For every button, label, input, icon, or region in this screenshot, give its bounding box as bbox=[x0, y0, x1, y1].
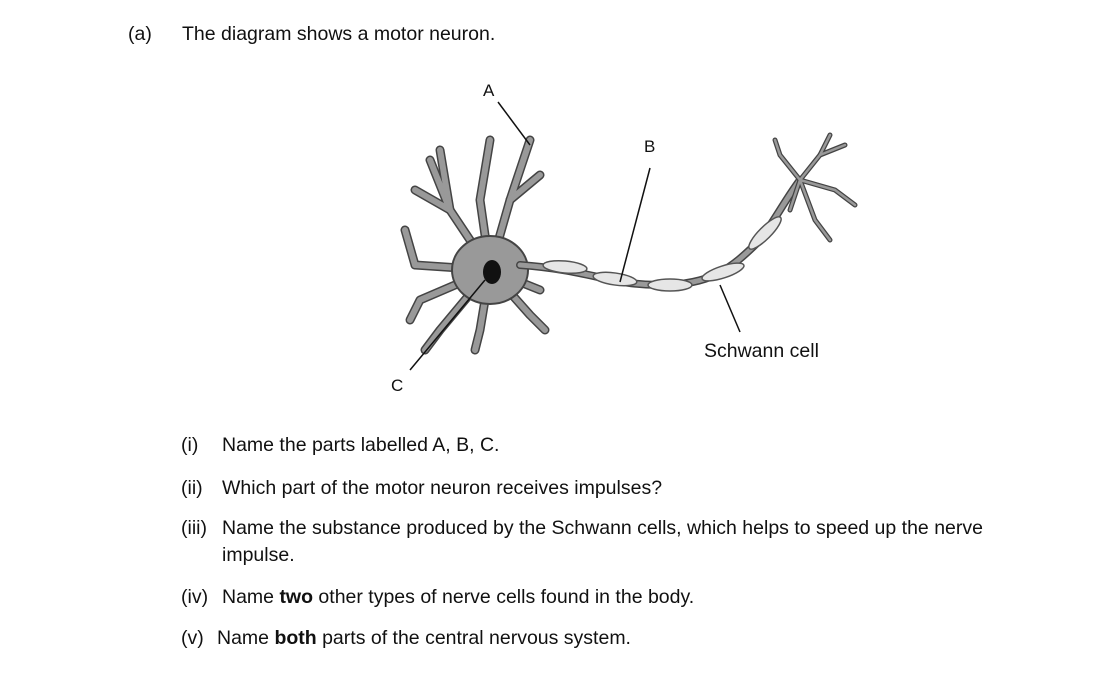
subq-iv-emphasis: two bbox=[279, 586, 314, 608]
subq-v-number: (v) bbox=[181, 627, 204, 649]
question-intro: The diagram shows a motor neuron. bbox=[182, 23, 496, 45]
subq-i-text: Name the parts labelled A, B, C. bbox=[222, 434, 500, 456]
subq-i-number: (i) bbox=[181, 434, 199, 456]
subq-iii-text-line2: impulse. bbox=[222, 544, 295, 566]
subq-ii-number: (ii) bbox=[181, 477, 203, 499]
label-a: A bbox=[483, 81, 495, 100]
subq-iii-text-line1: Name the substance produced by the Schwann cells, which helps to speed up the nerve bbox=[222, 517, 983, 539]
pointer-lines bbox=[410, 102, 740, 370]
subq-iii-number: (iii) bbox=[181, 517, 207, 539]
subq-v-text: Name both parts of the central nervous system. bbox=[217, 627, 631, 649]
schwann-cell-label: Schwann cell bbox=[704, 340, 819, 362]
part-label: (a) bbox=[128, 23, 152, 45]
axon-terminals bbox=[775, 135, 855, 240]
subq-ii-text: Which part of the motor neuron receives impulses? bbox=[222, 477, 663, 499]
subq-iv-text: Name two other types of nerve cells found in the body. bbox=[222, 586, 695, 608]
label-b: B bbox=[644, 137, 656, 156]
nucleus bbox=[483, 260, 501, 284]
subq-v-emphasis: both bbox=[274, 627, 317, 649]
label-c: C bbox=[391, 376, 404, 395]
subq-iv-number: (iv) bbox=[181, 586, 209, 608]
